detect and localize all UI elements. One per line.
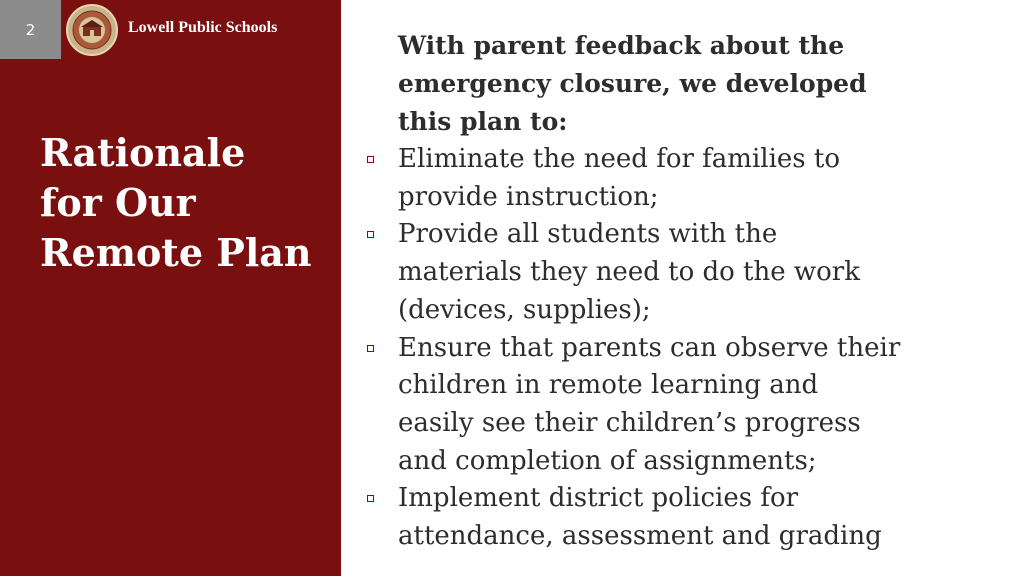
slide-content: [398, 27, 938, 556]
intro-text: [398, 27, 938, 141]
slide-number: 2: [0, 0, 61, 59]
intro-line: emergency closure, we developed: [398, 69, 867, 98]
bullet-line: and completion of assignments;: [398, 445, 817, 476]
bullet-line: easily see their children’s progress: [398, 407, 861, 438]
bullet-line: provide instruction;: [398, 181, 659, 212]
square-bullet-icon: [367, 495, 374, 502]
bullet-line: children in remote learning and: [398, 370, 819, 401]
slide-title-line: for Our: [40, 180, 196, 225]
slide-title-line: Remote Plan: [40, 230, 312, 275]
square-bullet-icon: [367, 156, 374, 163]
school-seal-icon: [66, 4, 118, 56]
slide-title: [40, 128, 330, 278]
bullet-line: materials they need to do the work: [398, 257, 860, 288]
bullet-line: Provide all students with the: [398, 219, 778, 250]
intro-line: With parent feedback about the: [398, 31, 845, 60]
square-bullet-icon: [367, 345, 374, 352]
slide-title-line: Rationale: [40, 130, 246, 175]
title-panel: [0, 0, 341, 576]
bullet-list: [398, 141, 938, 556]
bullet-line: Ensure that parents can observe their: [398, 332, 901, 363]
bullet-line: attendance, assessment and grading: [398, 521, 882, 552]
intro-line: this plan to:: [398, 107, 568, 136]
bullet-item: [398, 480, 938, 555]
bullet-line: Implement district policies for: [398, 483, 799, 514]
square-bullet-icon: [367, 231, 374, 238]
school-name: Lowell Public Schools: [128, 19, 278, 36]
bullet-item: [398, 216, 938, 329]
bullet-item: [398, 141, 938, 216]
bullet-item: [398, 330, 938, 481]
bullet-line: Eliminate the need for families to: [398, 144, 840, 174]
bullet-line: (devices, supplies);: [398, 294, 651, 325]
